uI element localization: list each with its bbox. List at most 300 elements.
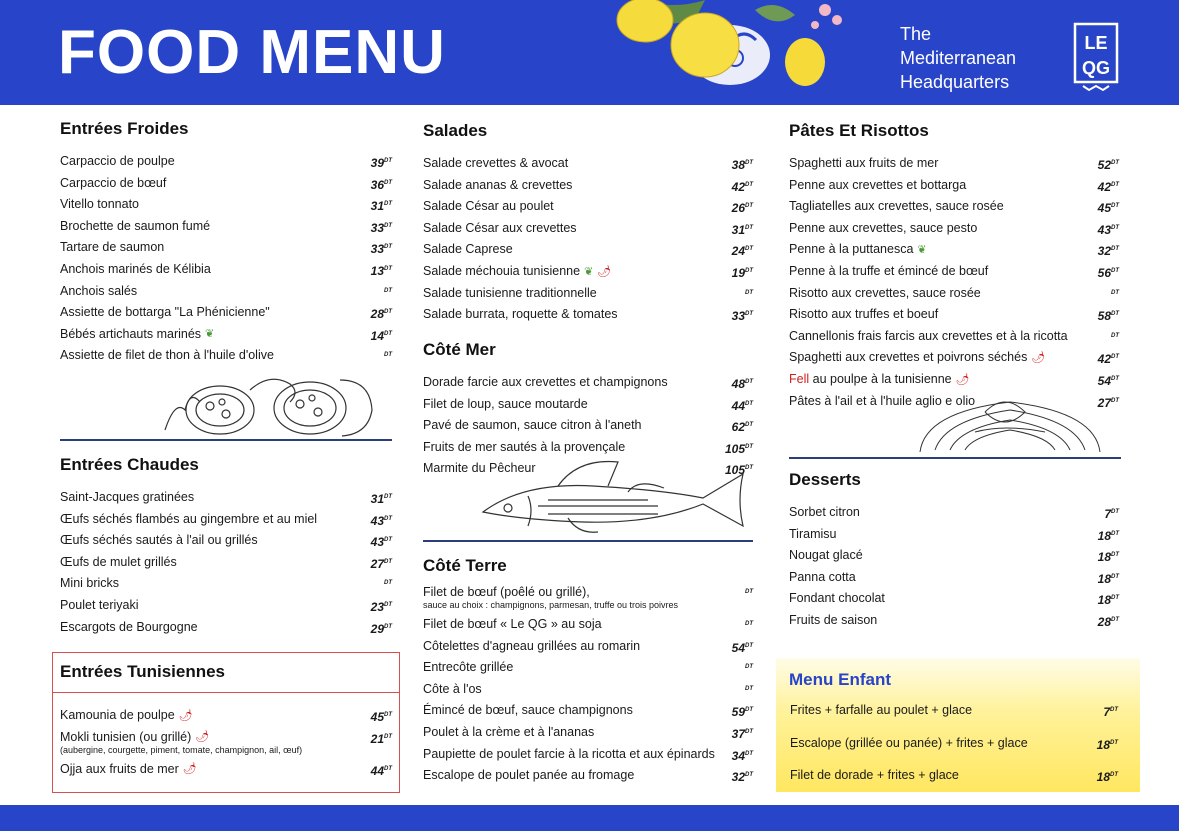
price-value: 21 — [370, 731, 384, 746]
currency-label: DT — [1111, 397, 1119, 404]
menu-list-pates-risottos — [789, 155, 1119, 414]
column-left-middle — [60, 455, 392, 640]
logo-letters-bottom: QG — [1081, 58, 1111, 78]
menu-item — [60, 239, 392, 261]
menu-item — [423, 702, 753, 724]
price-value: 44 — [370, 763, 384, 778]
menu-list-entrees-chaudes — [60, 489, 392, 640]
spicy-pepper-icon: 🌶 — [955, 373, 970, 386]
menu-item-name — [423, 681, 725, 697]
menu-item-name — [423, 724, 725, 740]
price-value: 18 — [1097, 528, 1111, 543]
divider-line — [789, 457, 1121, 459]
menu-item — [423, 177, 753, 199]
currency-label: DT — [745, 642, 753, 649]
menu-item-price — [725, 241, 753, 259]
menu-item-name-text: Panna cotta — [789, 569, 856, 584]
price-value: 45 — [1097, 201, 1111, 216]
price-value: 43 — [1097, 222, 1111, 237]
menu-item-name-text: Poulet à la crème et à l'ananas — [423, 724, 595, 739]
menu-item — [789, 371, 1119, 393]
menu-item-name-text: Tiramisu — [789, 526, 837, 541]
menu-item — [789, 526, 1119, 548]
menu-item-price — [364, 347, 392, 365]
price-value: 14 — [370, 328, 384, 343]
price-value: 42 — [1097, 179, 1111, 194]
currency-label: DT — [1111, 509, 1119, 515]
currency-label: DT — [384, 244, 392, 251]
currency-label: DT — [1111, 530, 1119, 537]
column-right-middle — [789, 470, 1119, 634]
menu-item-name-text: Kamounia de poulpe — [60, 708, 175, 722]
menu-item — [60, 511, 392, 533]
currency-label: DT — [745, 422, 753, 429]
price-value: 29 — [370, 621, 384, 636]
menu-item — [423, 396, 753, 418]
menu-item-price — [364, 761, 392, 779]
menu-item-name-text: Fruits de mer sautés à la provençale — [423, 439, 626, 454]
menu-item-price — [725, 306, 753, 324]
currency-label: DT — [745, 750, 753, 757]
menu-item — [423, 659, 753, 681]
menu-item-price — [1091, 220, 1119, 238]
menu-item-price — [1091, 612, 1119, 630]
currency-label: DT — [384, 515, 392, 522]
currency-label: DT — [1111, 332, 1119, 339]
menu-item — [423, 220, 753, 242]
price-value: 43 — [370, 513, 384, 528]
menu-item-price — [1091, 547, 1119, 565]
menu-item-price — [364, 326, 392, 344]
menu-item-price — [725, 616, 753, 634]
price-value: 42 — [1097, 352, 1111, 367]
menu-item — [789, 547, 1119, 569]
currency-label: DT — [1111, 267, 1119, 274]
section-title-entrees-tunisiennes: Entrées Tunisiennes — [60, 662, 226, 681]
price-value: 37 — [731, 726, 745, 741]
menu-item — [423, 285, 753, 307]
menu-item-price — [725, 417, 753, 435]
currency-label: DT — [745, 685, 753, 692]
menu-item-name-text: Émincé de bœuf, sauce champignons — [423, 703, 633, 718]
menu-item-name-text: Œufs de mulet grillés — [60, 554, 177, 569]
menu-item — [423, 374, 753, 396]
currency-label: DT — [384, 201, 392, 208]
menu-item-name — [60, 283, 364, 299]
menu-item-name — [789, 526, 1091, 542]
menu-item — [789, 569, 1119, 591]
menu-item — [789, 177, 1119, 199]
price-value: 62 — [731, 420, 745, 435]
menu-item — [790, 702, 1118, 724]
menu-item-name-text: Salade crevettes & avocat — [423, 156, 569, 170]
menu-item — [60, 575, 392, 597]
section-title-entrees-chaudes: Entrées Chaudes — [60, 455, 199, 474]
menu-item-name — [423, 638, 725, 654]
currency-label: DT — [384, 623, 392, 630]
menu-item-name — [423, 417, 725, 433]
menu-item-price — [725, 198, 753, 216]
currency-label: DT — [1111, 289, 1119, 296]
menu-item — [60, 597, 392, 619]
price-value: 27 — [370, 556, 384, 571]
menu-item-name — [60, 153, 364, 169]
price-value: 58 — [1097, 309, 1111, 324]
price-value: 19 — [731, 265, 745, 280]
price-value: 28 — [1097, 614, 1111, 629]
currency-label: DT — [384, 601, 392, 608]
menu-item — [423, 198, 753, 220]
menu-item — [60, 261, 392, 283]
currency-label: DT — [745, 311, 753, 318]
menu-item-price — [364, 489, 392, 507]
menu-item-name-text: Tartare de saumon — [60, 240, 165, 255]
menu-item-name — [60, 261, 364, 277]
currency-label: DT — [384, 712, 392, 718]
menu-item-price — [725, 746, 753, 764]
menu-item-price — [725, 155, 753, 173]
menu-item-name — [423, 155, 725, 171]
menu-item-price — [725, 285, 753, 303]
menu-item-name-text: au poulpe à la tunisienne — [809, 371, 952, 386]
footer-banner — [0, 805, 1179, 831]
currency-label: DT — [384, 287, 392, 294]
price-value: 18 — [1097, 550, 1111, 565]
menu-item-price — [725, 702, 753, 720]
menu-item — [789, 285, 1119, 307]
menu-item-price — [364, 707, 392, 725]
menu-item-name — [789, 569, 1091, 585]
menu-item-price — [364, 729, 392, 747]
menu-item-name — [60, 489, 364, 505]
menu-item-name — [789, 263, 1091, 279]
price-value: 18 — [1096, 770, 1110, 784]
currency-label: DT — [1110, 772, 1118, 778]
menu-item-name-text: Paupiette de poulet farcie à la ricotta et aux épinards — [423, 746, 715, 761]
pasta-sketch — [915, 392, 1105, 458]
menu-item-price — [364, 304, 392, 322]
menu-item-name — [60, 175, 364, 191]
menu-list-salades — [423, 155, 753, 328]
price-value: 38 — [731, 158, 745, 172]
menu-item — [789, 612, 1119, 634]
menu-item-name — [423, 241, 725, 257]
menu-item-name — [789, 612, 1091, 628]
currency-label: DT — [745, 379, 753, 385]
menu-item — [423, 306, 753, 328]
menu-item-price — [725, 659, 753, 677]
price-value: 31 — [370, 492, 384, 506]
currency-label: DT — [1110, 739, 1118, 746]
currency-label: DT — [745, 289, 753, 296]
currency-label: DT — [745, 589, 753, 595]
menu-item — [790, 735, 1118, 757]
menu-item-name-text: Pâtes à l'ail et à l'huile aglio e olio — [789, 393, 976, 408]
menu-item-price — [1091, 155, 1119, 173]
menu-item-name-text: Risotto aux truffes et boeuf — [789, 307, 939, 322]
price-value: 56 — [1097, 265, 1111, 280]
menu-item-price — [725, 177, 753, 195]
currency-label: DT — [384, 558, 392, 565]
currency-label: DT — [384, 330, 392, 337]
menu-item-name-text: Mokli tunisien (ou grillé) — [60, 729, 192, 744]
menu-item-price — [1090, 767, 1118, 785]
price-value: 36 — [370, 177, 384, 192]
currency-label: DT — [1111, 375, 1119, 382]
currency-label: DT — [384, 765, 392, 772]
menu-item — [790, 767, 1118, 789]
menu-list-entrees-froides — [60, 153, 392, 369]
price-value: 7 — [1103, 705, 1110, 719]
menu-item — [60, 761, 392, 783]
price-value: 23 — [370, 599, 384, 614]
menu-item-name-text: Brochette de saumon fumé — [60, 218, 211, 233]
price-value: 39 — [370, 156, 384, 170]
currency-label: DT — [384, 494, 392, 500]
menu-item-name — [789, 590, 1091, 606]
menu-item-name-text: Sorbet citron — [789, 505, 860, 519]
currency-label: DT — [745, 707, 753, 714]
menu-item-price — [1090, 702, 1118, 720]
price-value: 45 — [370, 710, 384, 724]
menu-item-name — [423, 177, 725, 193]
price-value: 54 — [731, 640, 745, 655]
vegetables-sketch — [160, 370, 380, 440]
currency-label: DT — [384, 309, 392, 316]
menu-item-name — [423, 746, 725, 762]
menu-item-name-text: Ojja aux fruits de mer — [60, 761, 179, 776]
menu-item-price — [1091, 306, 1119, 324]
menu-item-name — [789, 155, 1091, 171]
menu-item-name-text: Escalope de poulet panée au fromage — [423, 768, 635, 783]
currency-label: DT — [745, 400, 753, 407]
menu-item-name-text: Côte à l'os — [423, 681, 482, 696]
menu-item-name-text: Fruits de saison — [789, 612, 878, 627]
price-value: 31 — [731, 222, 745, 237]
menu-item — [60, 729, 392, 761]
menu-item — [789, 504, 1119, 526]
spicy-pepper-icon: 🌶 — [597, 265, 612, 278]
menu-item-name — [423, 263, 725, 279]
menu-item-name-text: Spaghetti aux crevettes et poivrons séchés — [789, 350, 1028, 365]
menu-item — [789, 590, 1119, 612]
tagline-line: Headquarters — [900, 72, 1010, 92]
price-value: 54 — [1097, 373, 1111, 388]
menu-item-price — [725, 724, 753, 742]
menu-item-name — [423, 702, 725, 718]
price-value: 48 — [731, 377, 745, 391]
tagline — [900, 22, 1016, 94]
menu-item-name-text: Salade César au poulet — [423, 199, 554, 214]
menu-item-price — [364, 153, 392, 171]
menu-item-name-text: Salade César aux crevettes — [423, 220, 577, 235]
price-value: 42 — [731, 179, 745, 194]
currency-label: DT — [384, 179, 392, 186]
menu-item-price — [1091, 590, 1119, 608]
spicy-pepper-icon: 🌶 — [195, 731, 210, 744]
menu-item-price — [725, 396, 753, 414]
currency-label: DT — [384, 158, 392, 164]
menu-item — [423, 241, 753, 263]
menu-item-name-text: Penne à la puttanesca — [789, 242, 914, 257]
menu-item-name — [60, 597, 364, 613]
menu-item-price — [725, 638, 753, 656]
menu-item-name-text: Frites + farfalle au poulet + glace — [790, 703, 973, 717]
currency-label: DT — [1111, 354, 1119, 361]
menu-item-name — [423, 285, 725, 301]
currency-label: DT — [384, 537, 392, 544]
menu-item-price — [1091, 263, 1119, 281]
menu-item-name — [423, 584, 725, 610]
price-value: 33 — [370, 220, 384, 235]
menu-item-price — [725, 681, 753, 699]
menu-item-name-text: Vitello tonnato — [60, 197, 139, 212]
menu-item-price — [364, 554, 392, 572]
price-value: 105 — [724, 463, 745, 478]
menu-item — [60, 489, 392, 511]
menu-item-price — [1091, 569, 1119, 587]
menu-item-name — [60, 326, 364, 342]
price-value: 52 — [1097, 158, 1111, 172]
price-value: 18 — [1097, 593, 1111, 608]
menu-item — [789, 220, 1119, 242]
menu-list-cote-terre — [423, 584, 753, 789]
menu-item-price — [1091, 349, 1119, 367]
menu-item-name — [789, 547, 1091, 563]
menu-item-name — [60, 707, 364, 723]
menu-item-name — [789, 241, 1091, 257]
menu-item-price — [364, 511, 392, 529]
menu-item-name-text: Spaghetti aux fruits de mer — [789, 156, 939, 170]
menu-item-price — [725, 263, 753, 281]
menu-item-price — [364, 175, 392, 193]
currency-label: DT — [745, 465, 753, 472]
menu-item-name — [789, 504, 1091, 520]
menu-item — [60, 326, 392, 348]
menu-item-name — [423, 306, 725, 322]
price-value: 7 — [1104, 507, 1111, 521]
price-value: 27 — [1097, 395, 1111, 410]
menu-item-name-text: Dorade farcie aux crevettes et champignons — [423, 375, 668, 389]
menu-item-price — [364, 196, 392, 214]
menu-item-price — [364, 283, 392, 301]
vegetarian-leaf-icon: ❦ — [917, 244, 927, 257]
menu-item-name — [423, 198, 725, 214]
menu-item — [423, 638, 753, 660]
column-left — [60, 119, 392, 369]
menu-item-price — [364, 597, 392, 615]
currency-label: DT — [745, 224, 753, 231]
menu-item — [60, 532, 392, 554]
menu-item-name-text: Filet de bœuf « Le QG » au soja — [423, 617, 602, 631]
currency-label: DT — [1111, 181, 1119, 188]
currency-label: DT — [745, 267, 753, 274]
menu-item-price — [1091, 285, 1119, 303]
menu-item-name — [789, 328, 1091, 344]
column-center-bottom — [423, 556, 753, 789]
menu-item-price — [364, 239, 392, 257]
price-value: 32 — [731, 770, 745, 785]
menu-item — [423, 724, 753, 746]
menu-item-name-text: Poulet teriyaki — [60, 597, 139, 612]
menu-item-name — [60, 304, 364, 320]
menu-item-name — [60, 511, 364, 527]
menu-item-price — [725, 767, 753, 785]
currency-label: DT — [745, 728, 753, 735]
currency-label: DT — [745, 772, 753, 779]
menu-item-price — [364, 532, 392, 550]
spicy-pepper-icon: 🌶 — [178, 709, 193, 722]
menu-item — [423, 681, 753, 703]
price-value: 31 — [370, 199, 384, 214]
price-value: 24 — [731, 244, 745, 259]
menu-item-price — [725, 374, 753, 392]
menu-item-name-text: Risotto aux crevettes, sauce rosée — [789, 285, 981, 300]
menu-item — [789, 349, 1119, 371]
menu-item-name-text: Œufs séchés sautés à l'ail ou grillés — [60, 533, 258, 548]
currency-label: DT — [1111, 595, 1119, 602]
menu-item-name-text: Œufs séchés flambés au gingembre et au miel — [60, 511, 318, 526]
menu-item-name-text: Cannellonis frais farcis aux crevettes et à la ricotta — [789, 328, 1068, 343]
menu-item-price — [1091, 504, 1119, 522]
menu-item-name-text: Pavé de saumon, sauce citron à l'aneth — [423, 418, 642, 433]
menu-item-name — [60, 532, 364, 548]
divider-line — [423, 540, 753, 542]
menu-item-name-text: Tagliatelles aux crevettes, sauce rosée — [789, 199, 1004, 214]
menu-item-name-text: Escalope (grillée ou panée) + frites + glace — [790, 735, 1028, 750]
menu-item-name — [789, 220, 1091, 236]
logo-letters-top: LE — [1084, 33, 1108, 53]
currency-label: DT — [1111, 616, 1119, 623]
menu-item — [60, 304, 392, 326]
price-value: 33 — [731, 309, 745, 324]
price-value: 32 — [1097, 244, 1111, 259]
menu-item-price — [364, 619, 392, 637]
currency-label: DT — [1111, 311, 1119, 318]
menu-item — [789, 328, 1119, 350]
menu-item-description: sauce au choix : champignons, parmesan, truffe ou trois poivres — [423, 600, 678, 610]
section-title-pates-risottos: Pâtes Et Risottos — [789, 121, 929, 140]
menu-item-price — [1091, 198, 1119, 216]
menu-item-name — [790, 702, 1090, 718]
menu-item-name-text: Penne aux crevettes et bottarga — [789, 177, 967, 192]
menu-item-price — [1091, 371, 1119, 389]
menu-item — [423, 616, 753, 638]
price-value: 13 — [370, 263, 384, 278]
menu-item-name — [423, 659, 725, 675]
section-title-cote-terre: Côté Terre — [423, 556, 507, 575]
menu-item-name — [423, 439, 725, 455]
menu-list-entrees-tunisiennes — [60, 707, 392, 782]
price-value: 18 — [1096, 737, 1110, 752]
currency-label: DT — [384, 580, 392, 587]
fish-sketch — [478, 456, 754, 540]
menu-list-desserts — [789, 504, 1119, 634]
menu-item-price — [1091, 241, 1119, 259]
currency-label: DT — [1111, 160, 1119, 166]
menu-item-price — [725, 220, 753, 238]
currency-label: DT — [745, 621, 753, 627]
menu-item-name — [60, 575, 364, 591]
menu-item-price — [1091, 526, 1119, 544]
menu-item — [789, 306, 1119, 328]
menu-item-name-text: Carpaccio de bœuf — [60, 175, 167, 190]
menu-item-name-text: Marmite du Pêcheur — [423, 461, 536, 476]
tagline-line: Mediterranean — [900, 48, 1017, 68]
menu-item-name-text: Salade méchouia tunisienne — [423, 263, 581, 278]
menu-item-price — [1091, 328, 1119, 346]
menu-item-name — [789, 349, 1091, 365]
